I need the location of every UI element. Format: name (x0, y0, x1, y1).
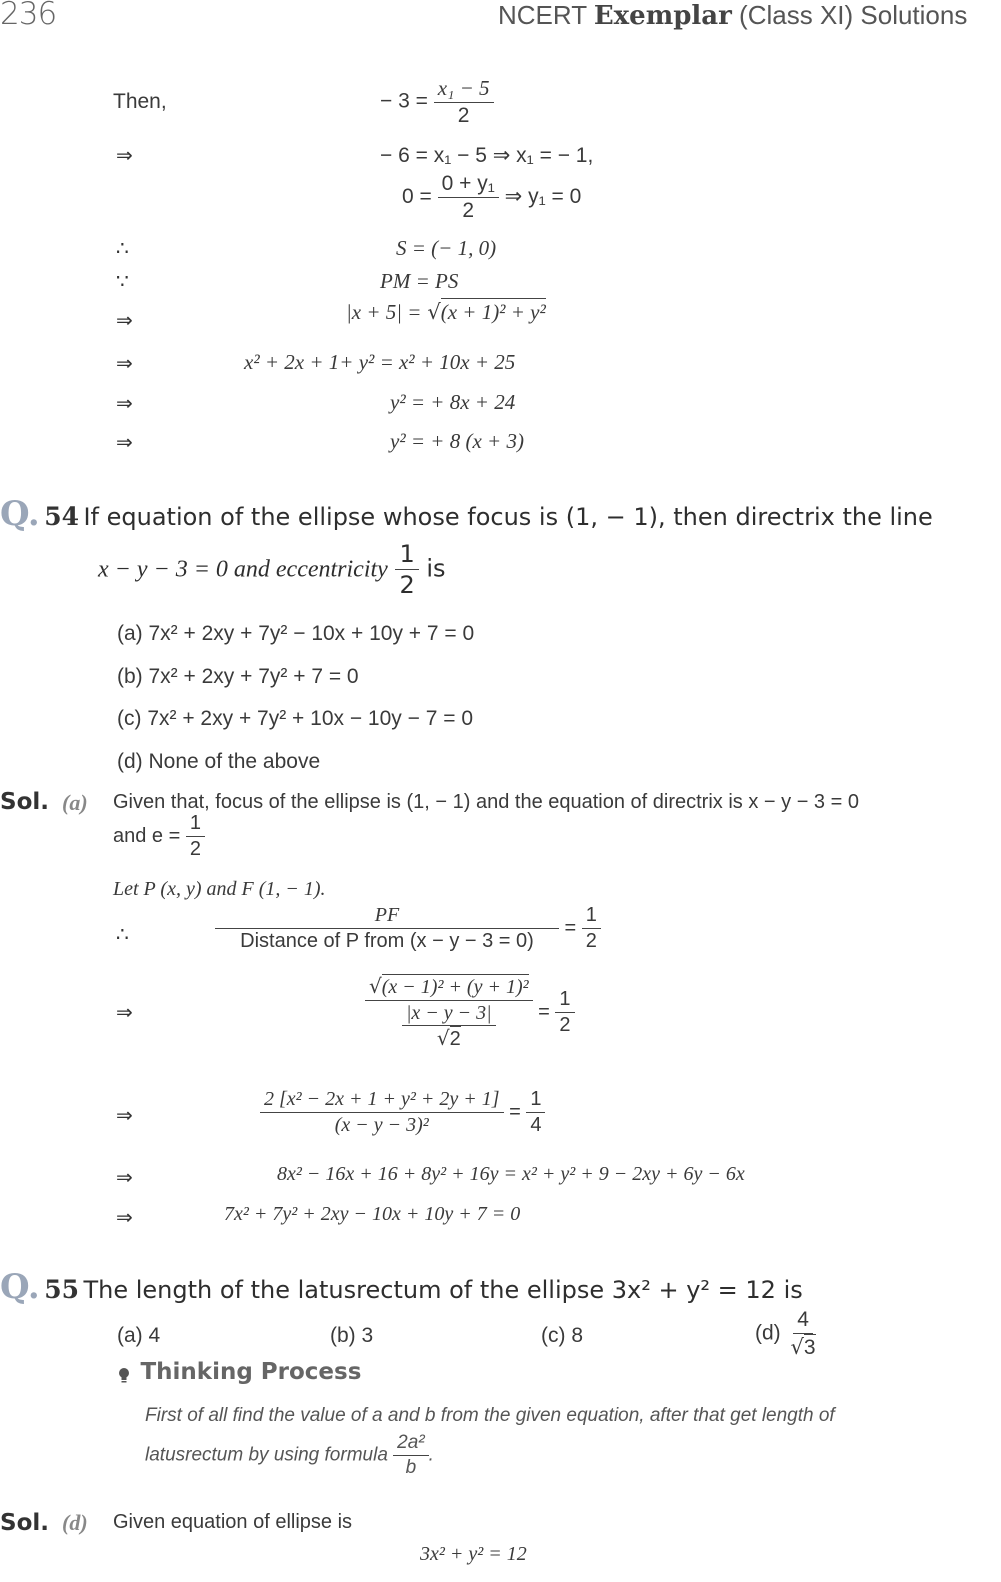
option-a: (a) 7x² + 2xy + 7y² − 10x + 10y + 7 = 0 (117, 622, 475, 645)
step3-rhs-den: 4 (530, 1114, 542, 1136)
header-bold: Exemplar (593, 1, 732, 31)
eq-line-3 (402, 172, 581, 223)
question-text-2a: x − y − 3 = 0 and eccentricity (98, 556, 388, 583)
option-d-num: 4 (793, 1308, 813, 1334)
implies-symbol: ⇒ (116, 308, 133, 332)
header-suffix: (Class XI) Solutions (731, 0, 968, 30)
question-text-2b: is (426, 554, 446, 583)
implies-symbol: ⇒ (116, 391, 133, 415)
sol-step-4: 8x² − 16x + 16 + 8y² + 16y = x² + y² + 9 − 2xy + 6y − 6x (277, 1163, 745, 1185)
step2-den-abs: |x − y − 3| (402, 1002, 496, 1026)
implies-symbol: ⇒ (116, 351, 133, 375)
solution-label: Sol. (0, 789, 49, 815)
e-den: 2 (189, 838, 201, 860)
and-e-label: and e = (113, 824, 181, 847)
implies-symbol: ⇒ (116, 1103, 133, 1127)
question-number: 54 (44, 502, 80, 531)
question-text-line1: If equation of the ellipse whose focus is (1, − 1), then directrix the line (83, 503, 933, 531)
step3-rhs-num: 1 (526, 1088, 545, 1113)
solution-answer: (a) (62, 790, 88, 815)
sol-step-3: $\frac{\text{2 [x² − 2x + 1 + y² + 2y + 1]}}{\text{(x − y − 3)²}}$ = $\frac{1}{4}$ (260, 1088, 545, 1137)
sol-step-2: √(x − 1)² + (y + 1)² |x − y − 3| √2 = $\frac{1}{2}$ (365, 974, 575, 1051)
eq-line-9: y² = + 8 (x + 3) (390, 429, 524, 453)
sol-step-5: 7x² + 7y² + 2xy − 10x + 10y + 7 = 0 (224, 1203, 521, 1225)
solution-e-value (113, 812, 205, 861)
option-d-den: √3 (790, 1335, 816, 1359)
question-mark-q: Q. (0, 1267, 40, 1307)
solution-answer: (d) (62, 1510, 88, 1535)
eq-line-3-rhs: ⇒ y₁ = 0 (504, 185, 582, 209)
because-symbol: ∵ (116, 269, 129, 293)
thinking-process-line2: latusrectum by using formula $\frac{\text{2a²}}{b}$ . (145, 1432, 434, 1478)
step2-rhs-num: 1 (555, 988, 574, 1013)
running-header (498, 0, 967, 31)
tp-formula-den: b (405, 1457, 417, 1478)
tp-formula-num: 2a² (393, 1432, 428, 1456)
eq-line-6: |x + 5| = √(x + 1)² + y² (346, 300, 546, 324)
step1-rhs-den: 2 (585, 930, 597, 952)
step2-num: √(x − 1)² + (y + 1)² (365, 974, 533, 1001)
question-text-line2 (98, 540, 446, 599)
option-c: (c) 8 (541, 1324, 583, 1347)
thinking-process-label: Thinking Process (140, 1359, 362, 1385)
therefore-symbol: ∴ (116, 236, 129, 260)
eq-line-6-lhs: |x + 5| = (346, 300, 422, 324)
eq-line-4: S = (− 1, 0) (396, 236, 497, 260)
eq-line-1 (380, 76, 494, 128)
implies-symbol: ⇒ (116, 143, 133, 167)
thinking-process-line1: First of all find the value of a and b from the given equation, after that get length of (145, 1405, 835, 1426)
solution-given: Given equation of ellipse is (113, 1511, 353, 1533)
step2-den-root: 2 (449, 1028, 461, 1050)
eccentricity-den: 2 (399, 571, 415, 599)
option-a: (a) 4 (117, 1324, 161, 1347)
eq-line-3-den: 2 (462, 199, 475, 222)
eq-line-1-den: 2 (457, 104, 470, 127)
eq-line-3-lhs: 0 = (402, 185, 432, 209)
header-prefix: NCERT (498, 0, 594, 30)
therefore-symbol: ∴ (116, 922, 129, 946)
solution-let: Let P (x, y) and F (1, − 1). (113, 878, 326, 900)
implies-symbol: ⇒ (116, 430, 133, 454)
e-num: 1 (186, 812, 205, 837)
step2-radicand: (x − 1)² + (y + 1)² (381, 976, 529, 998)
implies-symbol: ⇒ (116, 1000, 133, 1024)
eq-line-1-lhs: − 3 = (380, 89, 428, 113)
step1-num: PF (215, 904, 559, 929)
solution-equation: 3x² + y² = 12 (420, 1543, 527, 1565)
bulb-icon (118, 1367, 130, 1383)
solution-label: Sol. (0, 1510, 49, 1536)
eq-line-5: PM = PS (380, 269, 459, 293)
option-d (755, 1308, 820, 1360)
step3-den: (x − y − 3)² (334, 1114, 429, 1136)
eq-line-8: y² = + 8x + 24 (390, 390, 516, 414)
question-text: The length of the latusrectum of the ellipse 3x² + y² = 12 is (83, 1276, 803, 1304)
option-b: (b) 7x² + 2xy + 7y² + 7 = 0 (117, 665, 359, 688)
option-d-label: (d) (755, 1321, 781, 1345)
eccentricity-num: 1 (395, 540, 418, 570)
question-mark-q: Q. (0, 494, 40, 534)
thinking-process-heading (118, 1359, 361, 1385)
eq-line-2: − 6 = x₁ − 5 ⇒ x₁ = − 1, (380, 144, 594, 167)
question-54 (0, 494, 933, 534)
step1-rhs-num: 1 (582, 904, 601, 929)
tp-line2-text: latusrectum by using formula (145, 1444, 388, 1466)
eq-line-6-radicand: (x + 1)² + y² (440, 300, 546, 324)
eq-line-1-num: x₁ − 5 (434, 76, 494, 103)
question-number: 55 (44, 1275, 80, 1304)
sol-step-1: $\frac{PF}{\text{Distance of P from (x − y − 3 = 0)}}$ = $\frac{1}{2}$ (215, 904, 601, 953)
question-55 (0, 1267, 803, 1307)
step2-rhs-den: 2 (559, 1014, 571, 1036)
page-number: 236 (0, 0, 57, 32)
eq-line-7: x² + 2x + 1+ y² = x² + 10x + 25 (244, 350, 516, 374)
implies-symbol: ⇒ (116, 1205, 133, 1229)
option-d: (d) None of the above (117, 750, 321, 773)
implies-symbol: ⇒ (116, 1165, 133, 1189)
option-c: (c) 7x² + 2xy + 7y² + 10x − 10y − 7 = 0 (117, 707, 474, 730)
step1-den: Distance of P from (x − y − 3 = 0) (240, 930, 534, 952)
option-b: (b) 3 (330, 1324, 374, 1347)
step3-num: 2 [x² − 2x + 1 + y² + 2y + 1] (260, 1088, 504, 1113)
step2-den: |x − y − 3| √2 (398, 1001, 500, 1051)
then-label: Then, (113, 90, 167, 113)
solution-given: Given that, focus of the ellipse is (1, − 1) and the equation of directrix is x − y − 3 = 0 (113, 791, 859, 813)
eq-line-3-num: 0 + y₁ (438, 172, 499, 198)
